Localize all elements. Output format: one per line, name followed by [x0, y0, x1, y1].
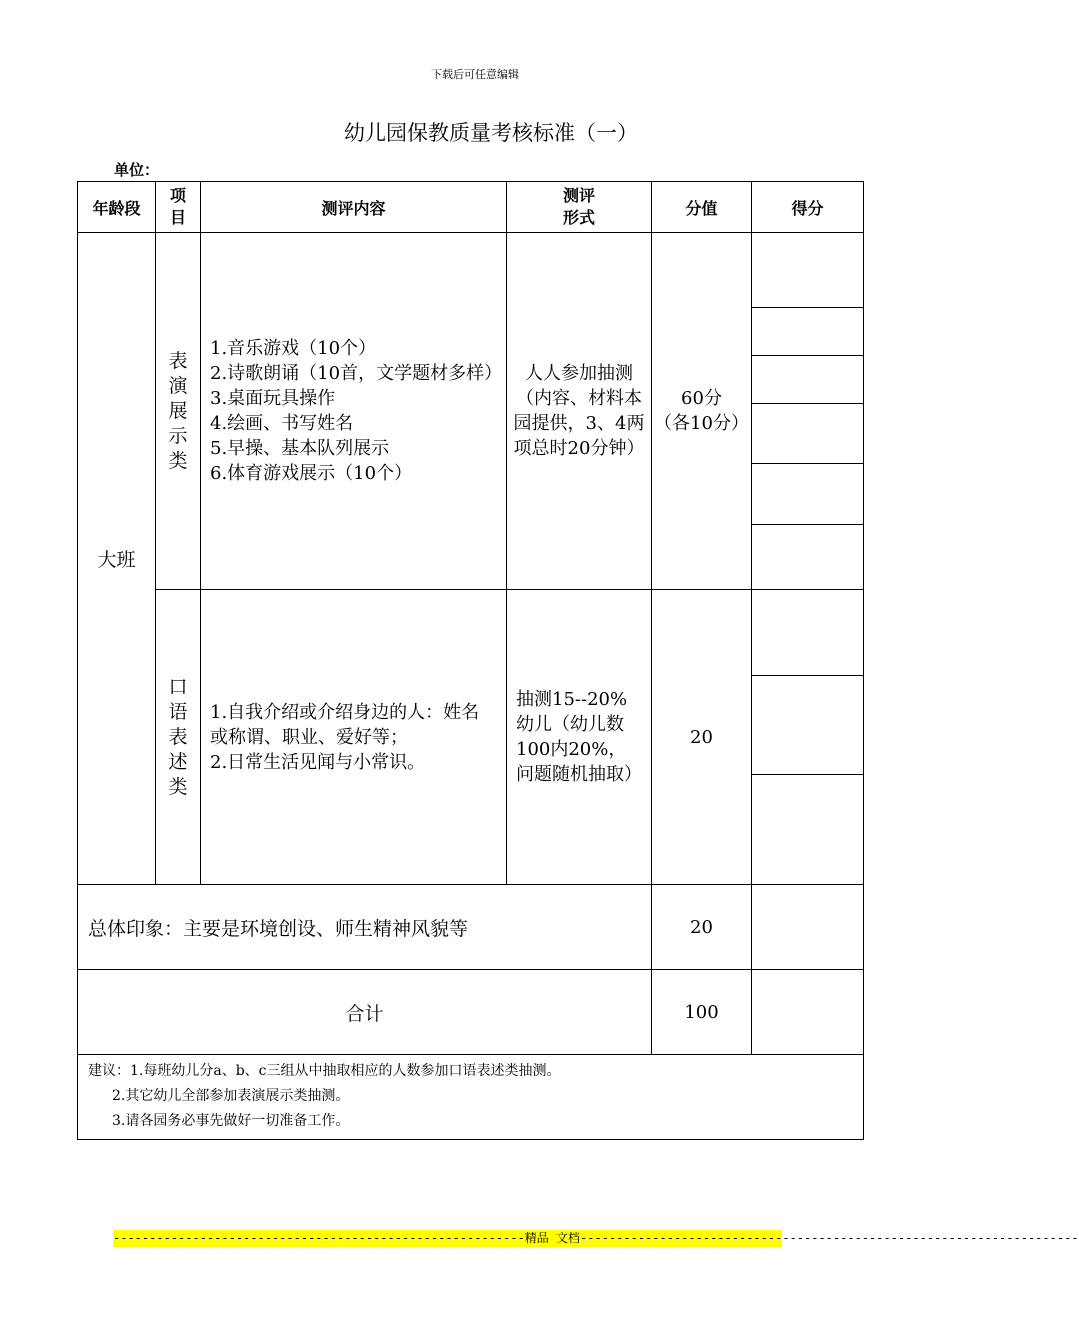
- oral-content: [201, 590, 507, 885]
- note-line: 2.其它幼儿全部参加表演展示类抽测。: [112, 1088, 350, 1104]
- performance-points: [652, 233, 752, 590]
- performance-char: 展: [168, 399, 188, 422]
- performance-category: [156, 233, 201, 590]
- header-points: 分值: [652, 182, 752, 233]
- notes-row: [78, 1055, 864, 1140]
- performance-char: 表: [168, 349, 188, 372]
- performance-content-line: 2.诗歌朗诵（10首，文学题材多样）: [210, 363, 503, 384]
- performance-content-line: 3.桌面玩具操作: [210, 388, 336, 409]
- header-form-line2: 形式: [562, 208, 595, 227]
- header-item-line1: 项: [169, 186, 186, 205]
- performance-form: [507, 233, 652, 590]
- unit-label: 单位：: [114, 161, 160, 179]
- header-note: 下载后可任意编辑: [431, 68, 519, 81]
- performance-content-line: 1.音乐游戏（10个）: [210, 338, 377, 359]
- performance-content-line: 5.早操、基本队列展示: [210, 438, 390, 459]
- performance-points-line: （各10分）: [654, 413, 749, 434]
- oral-char: 口: [168, 675, 188, 698]
- score-input-cell[interactable]: [752, 885, 864, 970]
- header-age: 年龄段: [78, 182, 156, 233]
- oral-form-line: 抽测15--20%幼儿（幼儿数100内20%，问题随机抽取）: [516, 689, 642, 785]
- performance-char: 演: [168, 374, 188, 397]
- impression-points: 20: [652, 885, 752, 970]
- score-input-cell[interactable]: [752, 233, 864, 308]
- impression-label: 总体印象：主要是环境创设、师生精神风貌等: [78, 885, 652, 970]
- oral-char: 类: [168, 775, 188, 798]
- header-score: 得分: [752, 182, 864, 233]
- assessment-table: [77, 181, 864, 1140]
- header-form: [507, 182, 652, 233]
- footer-watermark: ---------------------------------------------------------精品 文档---------------------------------------------------------------------: [113, 1231, 1079, 1245]
- age-group-cell: 大班: [78, 233, 156, 885]
- note-line: 建议：1.每班幼儿分a、b、c三组从中抽取相应的人数参加口语表述类抽测。: [88, 1063, 561, 1079]
- oral-points: 20: [652, 590, 752, 885]
- oral-category: [156, 590, 201, 885]
- oral-char: 述: [168, 750, 188, 773]
- performance-char: 类: [168, 449, 188, 472]
- score-input-cell[interactable]: [752, 970, 864, 1055]
- oral-char: 语: [168, 700, 188, 723]
- score-input-cell[interactable]: [752, 590, 864, 676]
- total-row: [78, 970, 864, 1055]
- impression-row: [78, 885, 864, 970]
- oral-content-line: 1.自我介绍或介绍身边的人：姓名或称谓、职业、爱好等；: [210, 701, 480, 748]
- performance-content-line: 6.体育游戏展示（10个）: [210, 463, 413, 484]
- oral-content-line: 2.日常生活见闻与小常识。: [210, 751, 426, 773]
- score-input-cell[interactable]: [752, 775, 864, 885]
- header-content: 测评内容: [201, 182, 507, 233]
- score-input-cell[interactable]: [752, 356, 864, 404]
- score-input-cell[interactable]: [752, 464, 864, 525]
- performance-points-line: 60分: [681, 388, 722, 409]
- total-points: 100: [652, 970, 752, 1055]
- note-line: 3.请各园务必事先做好一切准备工作。: [112, 1113, 350, 1129]
- document-title: 幼儿园保教质量考核标准（一）: [344, 121, 638, 145]
- total-label: 合计: [78, 970, 652, 1055]
- header-item-line2: 目: [169, 208, 186, 227]
- performance-content: [201, 233, 507, 590]
- performance-content-line: 4.绘画、书写姓名: [210, 413, 354, 434]
- performance-char: 示: [168, 424, 188, 447]
- score-input-cell[interactable]: [752, 525, 864, 590]
- score-input-cell[interactable]: [752, 308, 864, 356]
- header-row: [78, 182, 864, 233]
- score-input-cell[interactable]: [752, 404, 864, 464]
- oral-form: [507, 590, 652, 885]
- oral-char: 表: [168, 725, 188, 748]
- header-item: [156, 182, 201, 233]
- performance-form-line: 人人参加抽测（内容、材料本园提供，3、4两项总时20分钟）: [513, 363, 645, 459]
- score-input-cell[interactable]: [752, 676, 864, 775]
- notes-cell: [78, 1055, 864, 1140]
- header-form-line1: 测评: [562, 186, 595, 205]
